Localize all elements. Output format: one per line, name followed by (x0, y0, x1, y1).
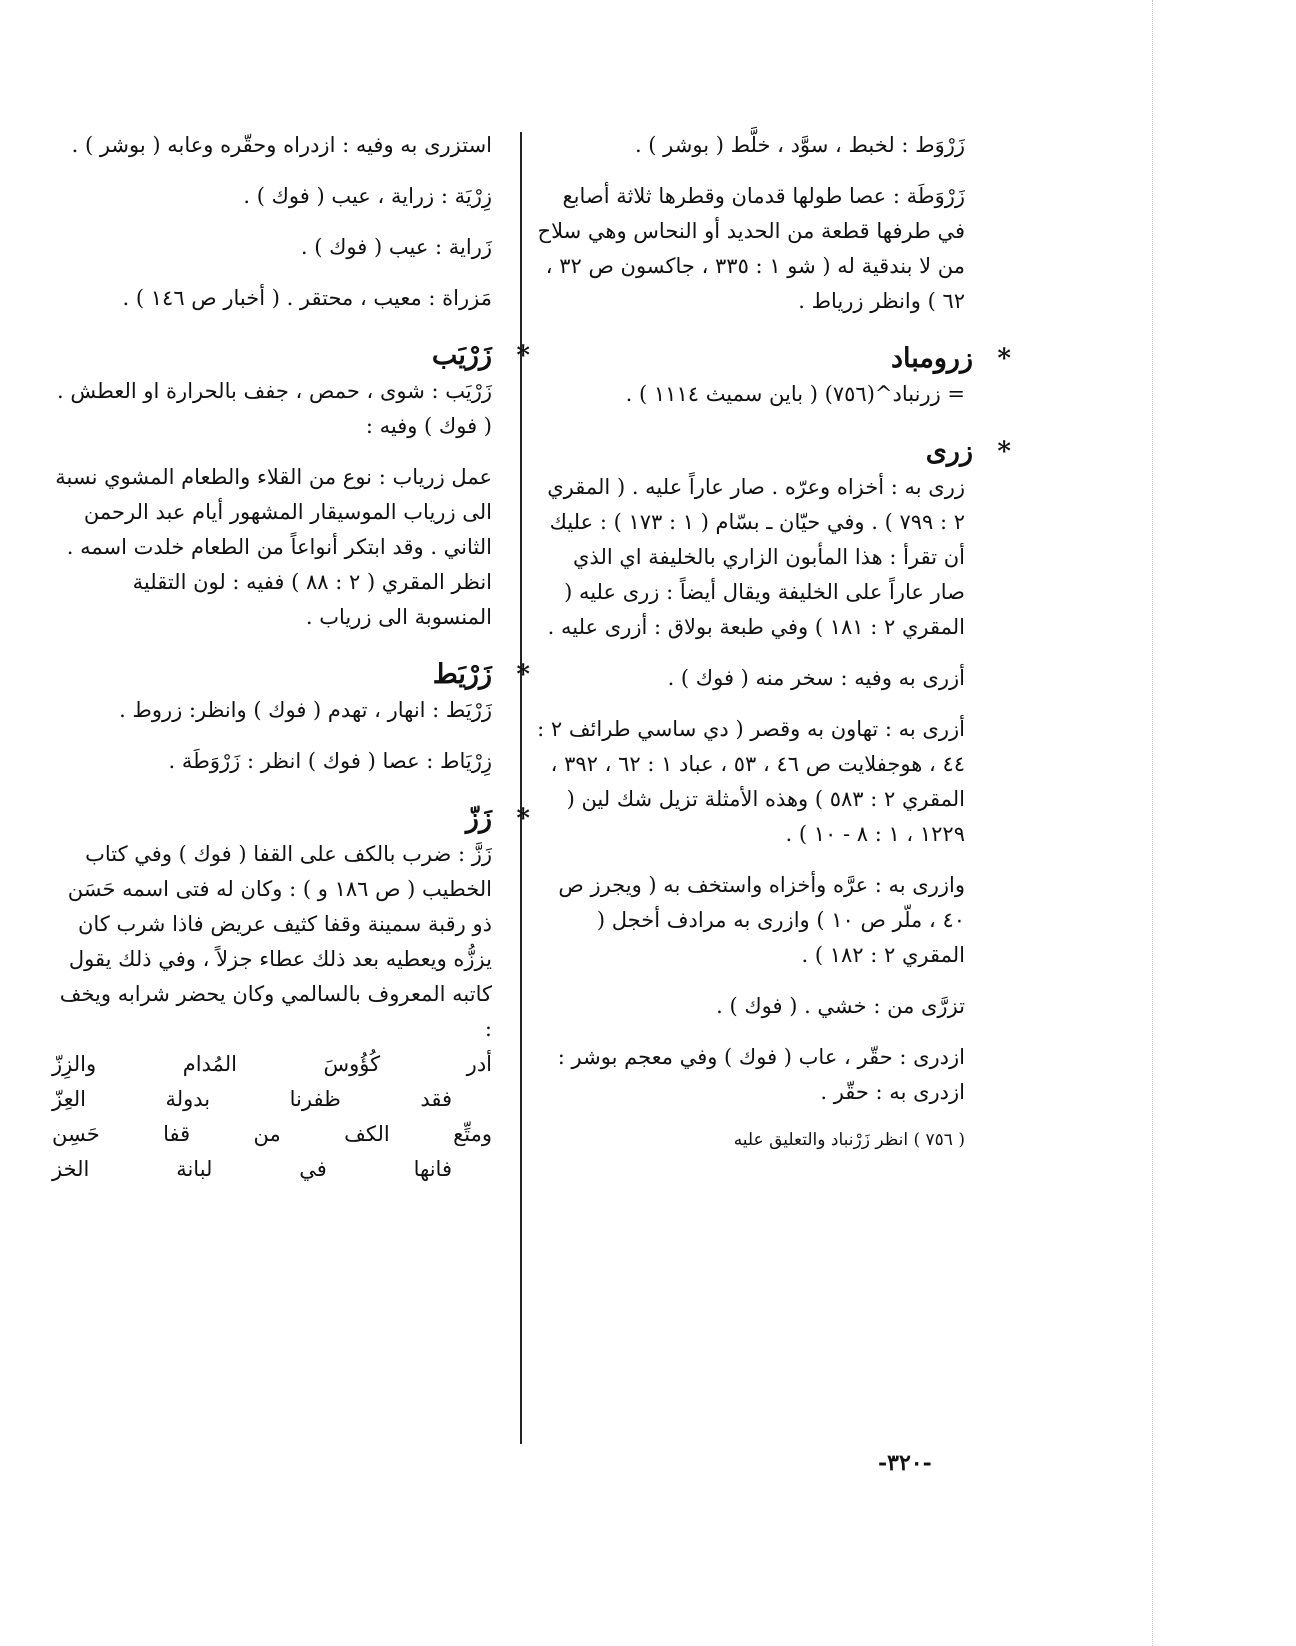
poem-word: فقد (420, 1087, 452, 1111)
poem-word: ظفرنا (289, 1087, 341, 1111)
headword-zaryat (52, 657, 530, 693)
entry-zara-body: زرى به : أخزاه وعرّه . صار عاراً عليه . ( المقري ٢ : ٧٩٩ ) . وفي حيّان ـ بسّام ( ١ : ١٧٣ ) : عليك أن تقرأ : هذا المأبون الزاري بالخليفة اي الذي صار عاراً على الخليفة ويقال أيضاً : زرى عليه ( المقري ٢ : ١٨١ ) وفي طبعة بولاق : أزرى عليه . (547, 475, 965, 639)
entry-mazraa: مَزراة : معيب ، محتقر . ( أخبار ص ١٤٦ ) . (122, 286, 492, 310)
poem-word: من (253, 1122, 281, 1146)
headword-text: زرى (925, 436, 973, 467)
headword-text: زرومباد (891, 343, 973, 374)
left-column (52, 128, 530, 1187)
footnote: ( ٧٥٦ ) انظر زَرْنباد والتعليق عليه (733, 1130, 965, 1150)
entry-zarwata: زَرْوَطَة : عصا طولها قدمان وقطرها ثلاثة أصابع في طرفها قطعة من الحديد أو النحاس وهي سلاح من لا بندقية له ( شو ١ : ٣٣٥ ، جاكسون ص ٣٢ ، ٦٢ ) وانظر زرياط . (537, 184, 965, 313)
poem-word: أدر (466, 1052, 492, 1076)
headword-text: زَرْيَب (431, 340, 492, 371)
poem-word: حَسِن (52, 1122, 100, 1146)
headword-text: زَرْيَط (432, 659, 492, 690)
poem-word: والزِزّ (52, 1052, 97, 1076)
poem-line (52, 1047, 492, 1082)
entry-izdara: ازدرى : حقّر ، عاب ( فوك ) وفي معجم بوشر : ازدرى به : حقّر . (557, 1045, 965, 1104)
entry-zazz-body: زَزَّ : ضرب بالكف على القفا ( فوك ) وفي كتاب الخطيب ( ص ١٨٦ و ) : وكان له فتى اسمه حَسَن ذو رقبة سمينة وقفا كثيف عريض فاذا شرب كان يززُّه ويعطيه بعد ذلك عطاء جزلاً ، وفي ذلك يقول كاتبه المعروف بالسالمي وكان يحضر شرابه ويخف : (59, 842, 492, 1041)
poem-word: ومتِّع (453, 1122, 492, 1146)
poem-line (52, 1152, 492, 1187)
poem-word: لبانة (176, 1157, 213, 1181)
star-marker: * (516, 341, 530, 371)
poem-word: العِزّ (52, 1087, 86, 1111)
entry-zarwat: زَرْوَط : لخبط ، سوَّد ، خلَّط ( بوشر ) . (634, 133, 965, 157)
poem-word: المُدام (182, 1052, 237, 1076)
entry-zaryab-body1: زَرْيَب : شوى ، حمص ، جفف بالحرارة او العطش . ( فوك ) وفيه : (57, 379, 492, 438)
headword-zara (535, 434, 1011, 470)
poem-word: كُؤُوسَ (323, 1052, 381, 1076)
poem-word: الكف (344, 1122, 390, 1146)
column-divider (520, 132, 522, 1444)
poem-word: قفا (163, 1122, 191, 1146)
headword-text: زَزّ (465, 803, 492, 834)
entry-azra-bih: أزرى به : تهاون به وقصر ( دي ساسي طرائف ٢ : ٤٤ ، هوجفلايت ص ٤٦ ، ٥٣ ، عباد ١ : ٦٢ ، ٣٩٢ ، المقري ٢ : ٥٨٣ ) وهذه الأمثلة تزيل شك لين ( ١٢٢٩ ، ١ : ٨ - ١٠ ) . (537, 717, 965, 846)
poem-word: الخز (52, 1157, 90, 1181)
entry-azra-fih: أزرى به وفيه : سخر منه ( فوك ) . (667, 666, 965, 690)
star-marker: * (997, 437, 1011, 467)
entry-tazarra: تزرَّى من : خشي . ( فوك ) . (716, 994, 965, 1018)
entry-zaryat-body2: زِرْيَاط : عصا ( فوك ) انظر : زَرْوَطَة . (168, 749, 492, 773)
headword-zaryab (52, 338, 530, 374)
poem-word: في (299, 1157, 327, 1181)
entry-zarumbad-body: = زرنباد^(٧٥٦) ( باين سميث ١١١٤ ) . (625, 382, 965, 406)
entry-zirya: زِرْيَة : زراية ، عيب ( فوك ) . (243, 184, 492, 208)
entry-zaryab-body2: عمل زرياب : نوع من القلاء والطعام المشوي نسبة الى زرياب الموسيقار المشهور أيام عبد الرحمن الثاني . وقد ابتكر أنواعاً من الطعام خلدت اسمه . انظر المقري ( ٢ : ٨٨ ) ففيه : لون التقلية المنسوبة الى زرياب . (55, 465, 492, 629)
poem-word: فانها (413, 1157, 452, 1181)
scan-edge-line (1152, 0, 1154, 1646)
entry-istazra: استزرى به وفيه : ازدراه وحقّره وعابه ( بوشر ) . (71, 133, 492, 157)
star-marker: * (516, 804, 530, 834)
page-number: -٣٢٠- (878, 1450, 932, 1476)
right-column (535, 128, 1011, 1154)
poem (52, 1047, 492, 1187)
entry-wazra-bih: وازرى به : عرَّه وأخزاه واستخف به ( ويجرز ص ٤٠ ، ملّر ص ١٠ ) وازرى به مرادف أخجل ( المقري ٢ : ١٨٢ ) . (558, 873, 965, 967)
poem-line (52, 1117, 492, 1152)
headword-zarumbad (535, 341, 1011, 377)
entry-zaraya: زَراية : عيب ( فوك ) . (300, 235, 492, 259)
star-marker: * (997, 344, 1011, 374)
poem-line (52, 1082, 492, 1117)
poem-word: بدولة (165, 1087, 211, 1111)
star-marker: * (516, 660, 530, 690)
entry-zaryat-body1: زَرْيَط : انهار ، تهدم ( فوك ) وانظر: زروط . (119, 698, 492, 722)
headword-zazz (52, 801, 530, 837)
